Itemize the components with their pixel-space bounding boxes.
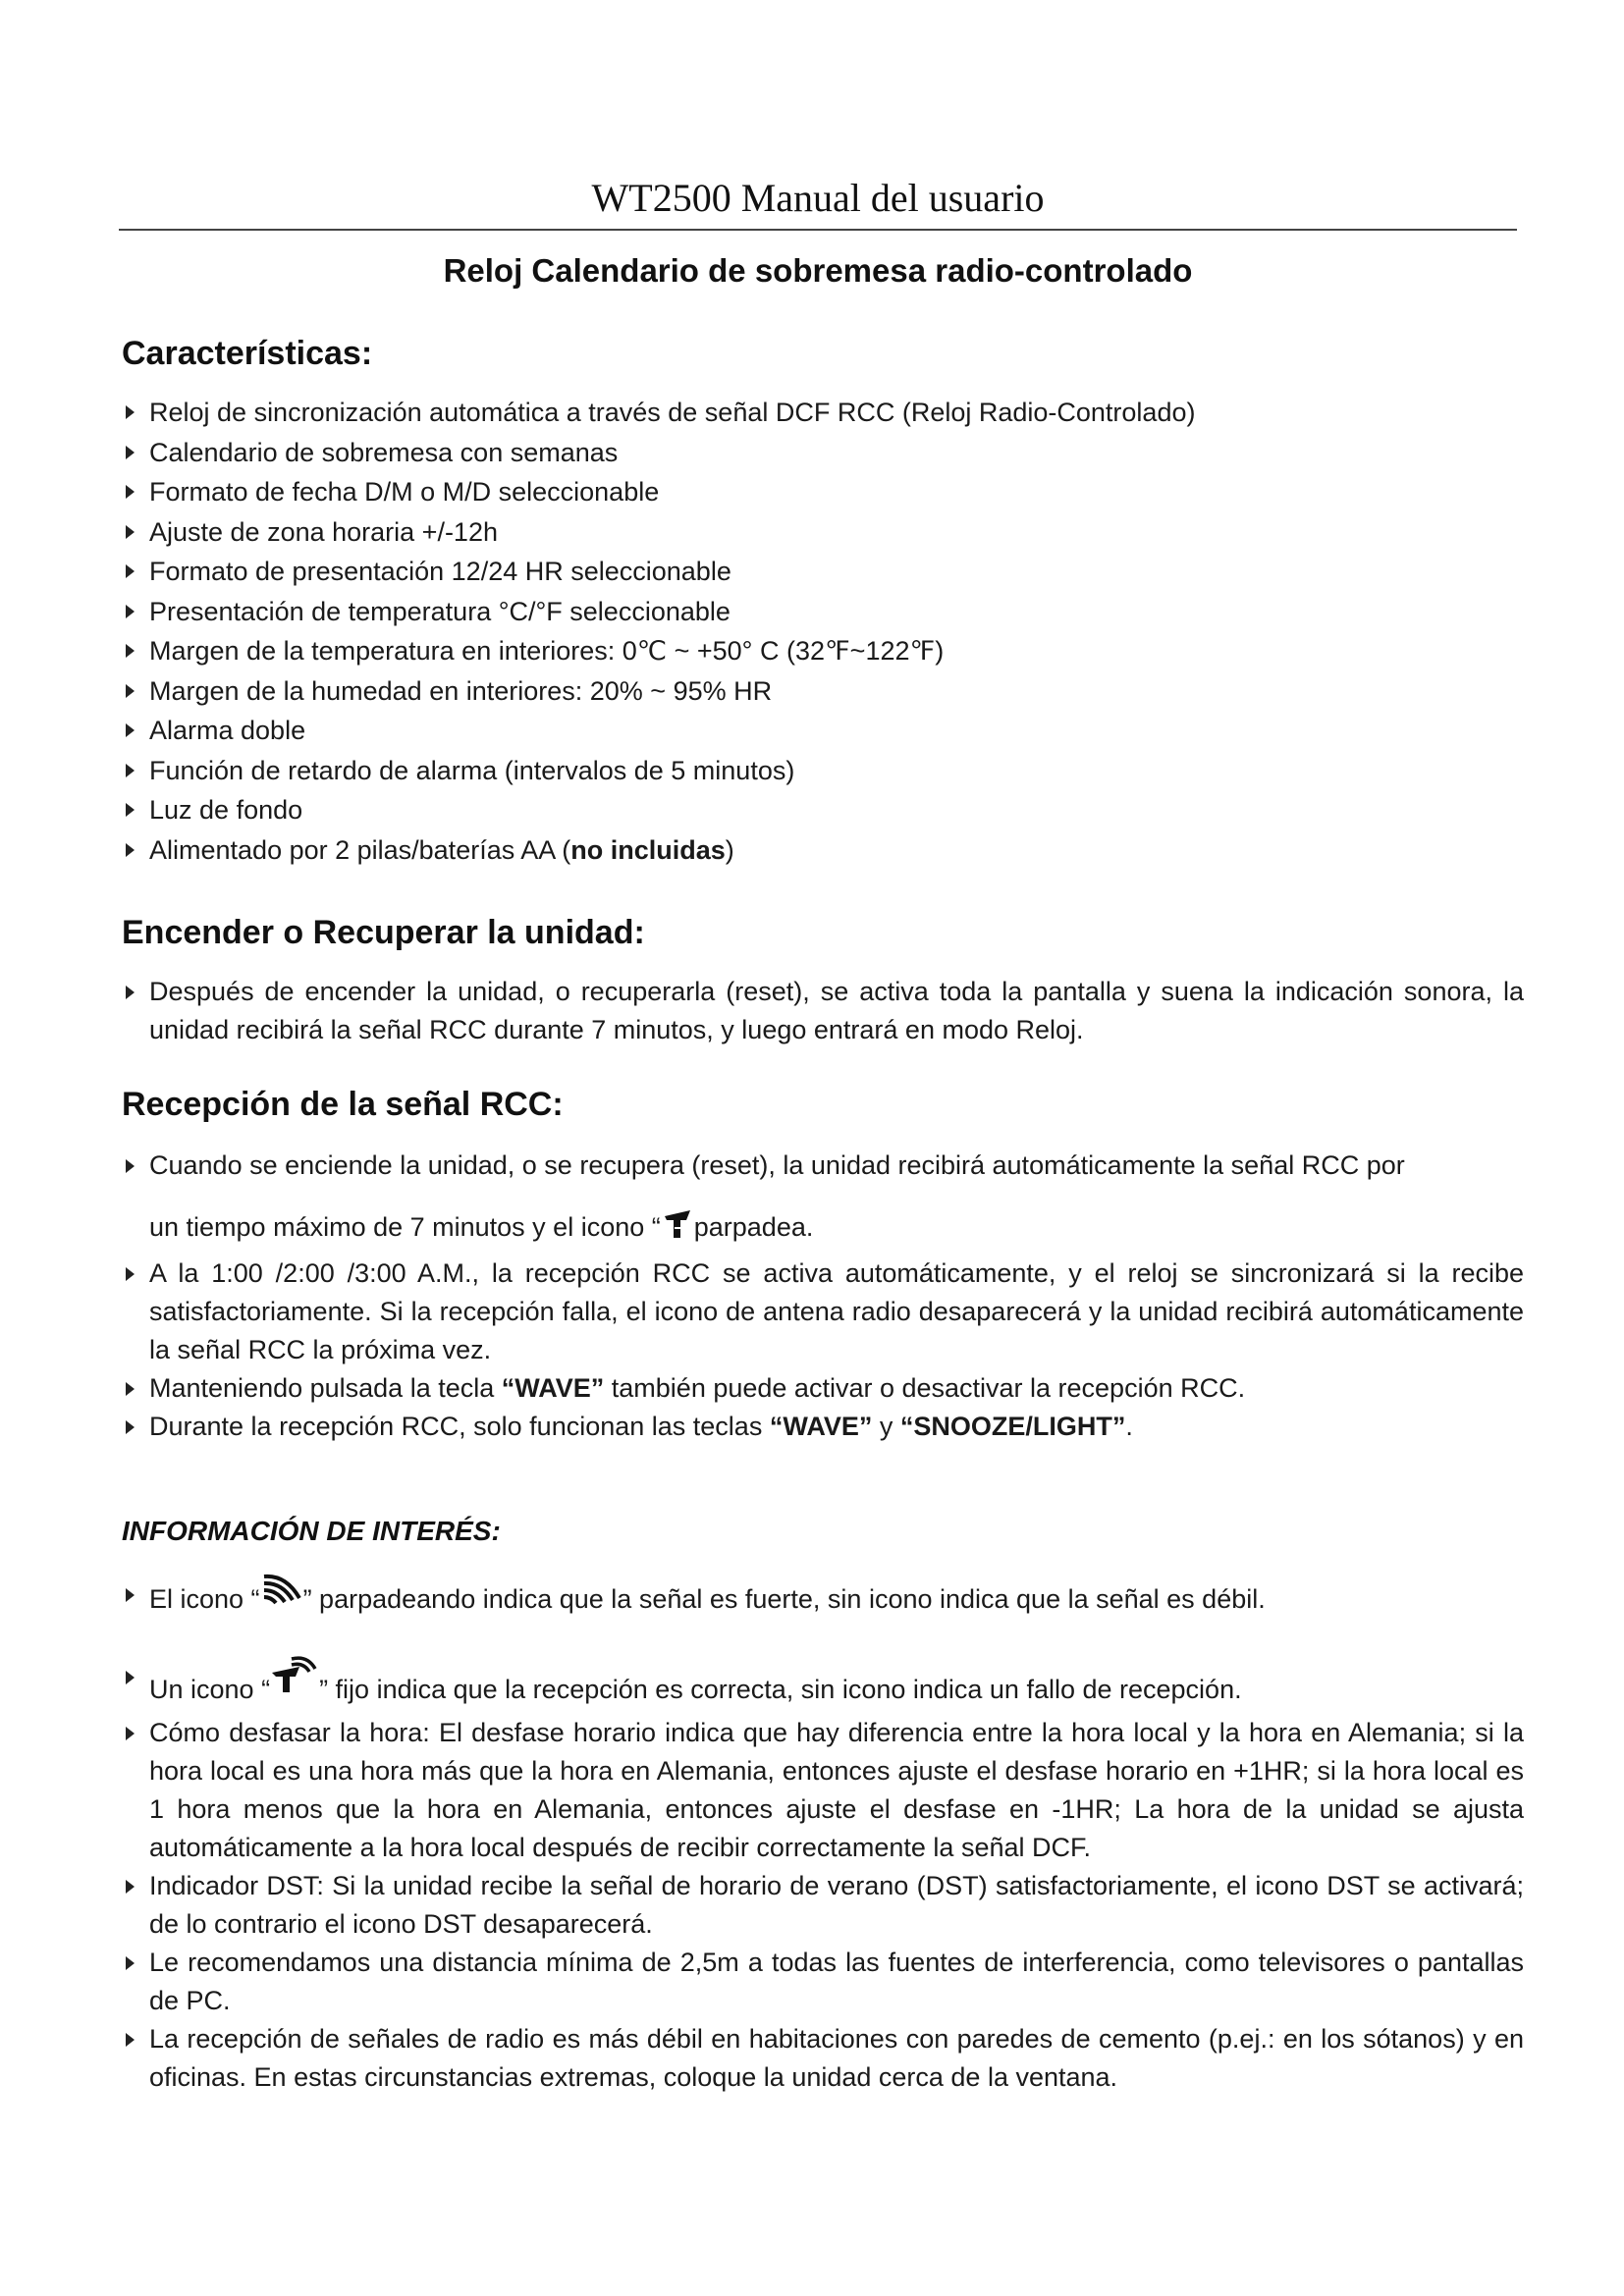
radio-antenna-with-waves-icon (270, 1653, 319, 1694)
bullet-icon (126, 644, 135, 658)
list-item: Luz de fondo (122, 790, 1524, 830)
radio-antenna-icon (661, 1206, 694, 1240)
bullet-icon (126, 1671, 135, 1684)
list-item: Calendario de sobremesa con semanas (122, 433, 1524, 473)
list-item: Ajuste de zona horaria +/-12h (122, 512, 1524, 553)
list-item: Manteniendo pulsada la tecla “WAVE” también puede activar o desactivar la recepción RCC. (122, 1369, 1524, 1408)
bullet-icon (126, 1588, 135, 1602)
list-item: A la 1:00 /2:00 /3:00 A.M., la recepción RCC se activa automáticamente, y el reloj se sincronizará si la recibe satisfactoriamente. Si la recepción falla, el icono de antena radio desaparecerá y la unidad recibirá automáticamente la señal RCC la próxima vez. (122, 1255, 1524, 1369)
list-item: La recepción de señales de radio es más débil en habitaciones con paredes de cemento (p.ej.: en los sótanos) y en oficinas. En estas circunstancias extremas, coloque la unidad cerca de la ventana. (122, 2020, 1524, 2097)
list-item: Función de retardo de alarma (intervalos de 5 minutos) (122, 751, 1524, 791)
power-list (122, 973, 1524, 1049)
info-heading: INFORMACIÓN DE INTERÉS: (122, 1516, 501, 1546)
bullet-icon (126, 2033, 135, 2047)
bullet-icon (126, 764, 135, 777)
list-item: Formato de presentación 12/24 HR seleccionable (122, 552, 1524, 592)
reception-heading: Recepción de la señal RCC: (122, 1086, 564, 1123)
list-item: Después de encender la unidad, o recuperarla (reset), se activa toda la pantalla y suena la indicación sonora, la unidad recibirá la señal RCC durante 7 minutos, y luego entrará en modo Reloj. (122, 973, 1524, 1049)
bullet-icon (126, 485, 135, 499)
bullet-icon (126, 1880, 135, 1894)
list-item: Presentación de temperatura °C/°F seleccionable (122, 592, 1524, 632)
list-item: El icono “ ” parpadeando indica que la señal es fuerte, sin icono indica que la señal es débil. (122, 1571, 1524, 1624)
document-title: Reloj Calendario de sobremesa radio-controlado (443, 252, 1193, 289)
bullet-icon (126, 986, 135, 999)
bullet-icon (126, 564, 135, 578)
bullet-icon (126, 684, 135, 698)
list-item: Reloj de sincronización automática a través de señal DCF RCC (Reloj Radio-Controlado) (122, 393, 1524, 433)
list-item: Durante la recepción RCC, solo funcionan las teclas “WAVE” y “SNOOZE/LIGHT”. (122, 1408, 1524, 1446)
bullet-icon (126, 446, 135, 459)
bullet-icon (126, 605, 135, 618)
info-list (122, 1571, 1524, 2097)
list-item: Formato de fecha D/M o M/D seleccionable (122, 472, 1524, 512)
bullet-icon (126, 723, 135, 737)
bullet-icon (126, 1727, 135, 1740)
bullet-icon (126, 1159, 135, 1173)
list-item: Cómo desfasar la hora: El desfase horario indica que hay diferencia entre la hora local y la hora en Alemania; si la hora local es una hora más que la hora en Alemania, entonces ajuste el desfase horario en +1HR; si la hora local es 1 hora menos que la hora en Alemania, entonces ajuste el desfase en -1HR; La hora de la unidad se ajusta automáticamente a la hora local después de recibir correctamente la señal DCF. (122, 1714, 1524, 1867)
bullet-icon (126, 803, 135, 817)
signal-waves-icon (260, 1571, 303, 1606)
features-list (122, 393, 1524, 870)
list-item: Margen de la humedad en interiores: 20% ~ 95% HR (122, 671, 1524, 712)
header-rule (119, 229, 1517, 231)
reception-list (122, 1147, 1524, 1446)
list-item: Margen de la temperatura en interiores: 0℃ ~ +50° C (32℉~122℉) (122, 631, 1524, 671)
bullet-icon (126, 1956, 135, 1970)
bullet-icon (126, 843, 135, 857)
list-item: Le recomendamos una distancia mínima de 2,5m a todas las fuentes de interferencia, como televisores o pantallas de PC. (122, 1944, 1524, 2020)
bullet-icon (126, 1267, 135, 1281)
features-heading: Características: (122, 335, 373, 372)
bullet-icon (126, 525, 135, 539)
list-item: Alarma doble (122, 711, 1524, 751)
bullet-icon (126, 1382, 135, 1396)
bullet-icon (126, 405, 135, 419)
list-item: Alimentado por 2 pilas/baterías AA (no incluidas) (122, 830, 1524, 871)
page-header: WT2500 Manual del usuario (591, 176, 1045, 220)
list-item: Indicador DST: Si la unidad recibe la señal de horario de verano (DST) satisfactoriamente, el icono DST se activará; de lo contrario el icono DST desaparecerá. (122, 1867, 1524, 1944)
bullet-icon (126, 1420, 135, 1434)
power-heading: Encender o Recuperar la unidad: (122, 914, 645, 951)
list-item: Un icono “ ” fijo indica que la recepción es correcta, sin icono indica un fallo de recepción. (122, 1653, 1524, 1714)
list-item: Cuando se enciende la unidad, o se recupera (reset), la unidad recibirá automáticamente la señal RCC por un tiempo máximo de 7 minutos y el icono “ parpadea. (122, 1147, 1524, 1247)
